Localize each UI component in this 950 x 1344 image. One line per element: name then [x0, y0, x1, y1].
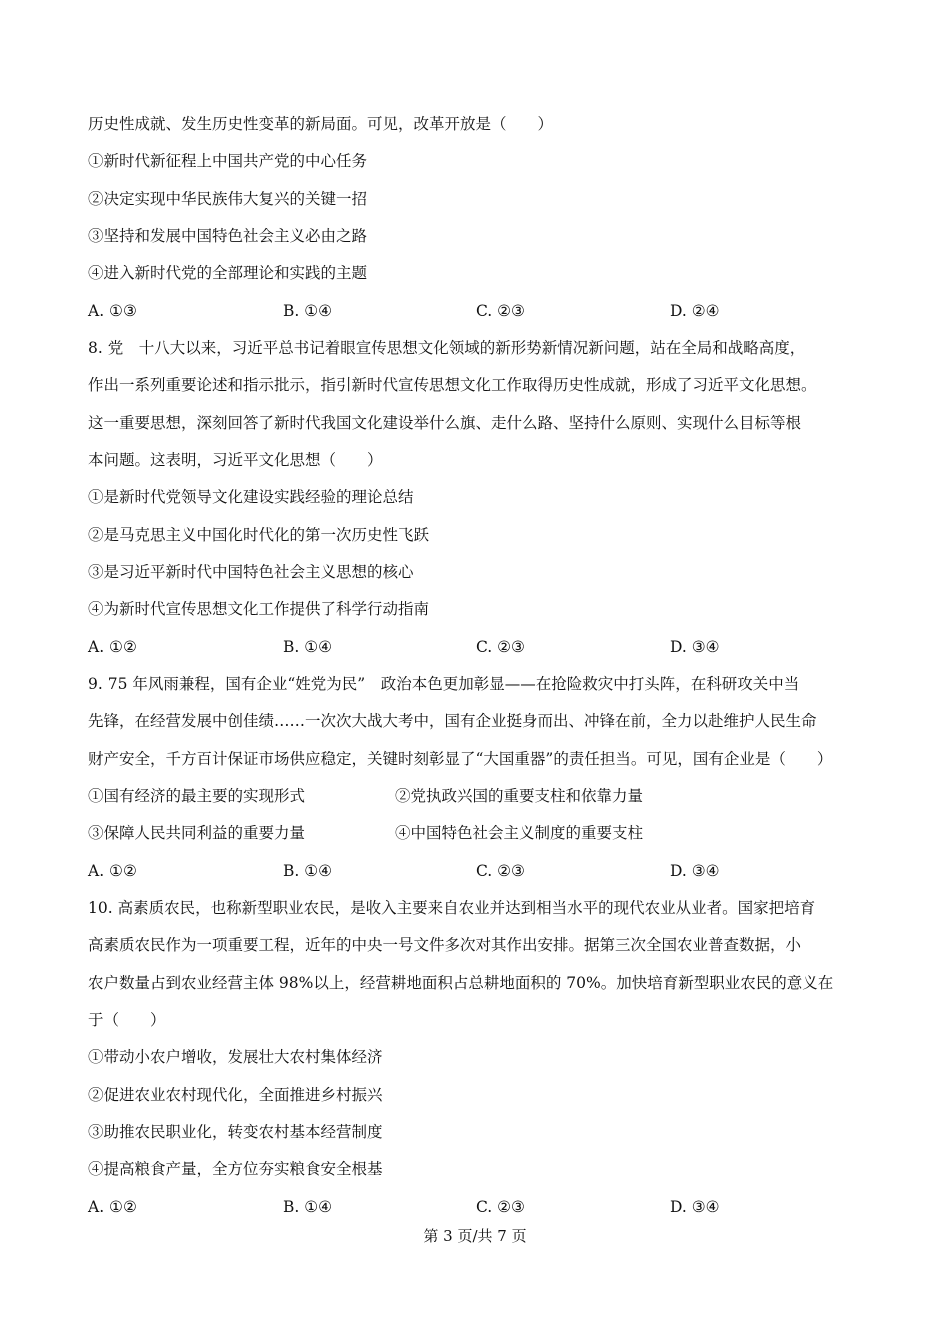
- q8-stem-line-1: 8. 党 十八大以来，习近平总书记着眼宣传思想文化领域的新形势新情况新问题，站在全局和战略高度，: [88, 339, 806, 357]
- q7-option-a: A. ①③: [88, 302, 137, 320]
- q7-option-b: B. ①④: [283, 302, 333, 320]
- q7-statement-3: ③坚持和发展中国特色社会主义必由之路: [88, 227, 368, 245]
- q7-option-c: C. ②③: [476, 302, 525, 320]
- q10-option-c: C. ②③: [476, 1198, 525, 1216]
- q10-option-d: D. ③④: [670, 1198, 720, 1216]
- q7-stem-line: 历史性成就、发生历史性变革的新局面。可见，改革开放是（ ）: [88, 115, 554, 133]
- q8-statement-3: ③是习近平新时代中国特色社会主义思想的核心: [88, 563, 414, 581]
- q9-statement-2: ②党执政兴国的重要支柱和依靠力量: [395, 787, 644, 805]
- q9-stem-line-1: 9. 75 年风雨兼程，国有企业“姓党为民” 政治本色更加彰显——在抢险救灾中打头阵，在科研攻关中当: [88, 675, 800, 693]
- q10-stem-line-2: 高素质农民作为一项重要工程，近年的中央一号文件多次对其作出安排。据第三次全国农业普查数据，小: [88, 936, 802, 954]
- q9-option-d: D. ③④: [670, 862, 720, 880]
- q10-statement-1: ①带动小农户增收，发展壮大农村集体经济: [88, 1048, 383, 1066]
- q8-stem-line-4: 本问题。这表明，习近平文化思想（ ）: [88, 451, 383, 469]
- q8-option-c: C. ②③: [476, 638, 525, 656]
- page-number-footer: 第 3 页/共 7 页: [423, 1227, 527, 1245]
- q10-statement-2: ②促进农业农村现代化，全面推进乡村振兴: [88, 1086, 383, 1104]
- q9-option-c: C. ②③: [476, 862, 525, 880]
- q10-statement-3: ③助推农民职业化，转变农村基本经营制度: [88, 1123, 383, 1141]
- q9-option-a: A. ①②: [88, 862, 137, 880]
- q7-statement-2: ②决定实现中华民族伟大复兴的关键一招: [88, 190, 368, 208]
- q9-stem-line-3: 财产安全，千方百计保证市场供应稳定，关键时刻彰显了“大国重器”的责任担当。可见，国有企业是（ ）: [88, 750, 833, 768]
- q8-stem-line-2: 作出一系列重要论述和指示批示，指引新时代宣传思想文化工作取得历史性成就，形成了习近平文化思想。: [88, 376, 817, 394]
- q8-statement-2: ②是马克思主义中国化时代化的第一次历史性飞跃: [88, 526, 430, 544]
- q9-option-b: B. ①④: [283, 862, 333, 880]
- q8-statement-1: ①是新时代党领导文化建设实践经验的理论总结: [88, 488, 414, 506]
- q10-stem-line-1: 10. 高素质农民，也称新型职业农民，是收入主要来自农业并达到相当水平的现代农业从业者。国家把培育: [88, 899, 816, 917]
- q9-statement-4: ④中国特色社会主义制度的重要支柱: [395, 824, 644, 842]
- q9-statement-3: ③保障人民共同利益的重要力量: [88, 824, 306, 842]
- q8-option-b: B. ①④: [283, 638, 333, 656]
- q10-stem-line-3: 农户数量占到农业经营主体 98%以上，经营耕地面积占总耕地面积的 70%。加快培育新型职业农民的意义在: [88, 974, 834, 992]
- q10-option-b: B. ①④: [283, 1198, 333, 1216]
- q9-stem-line-2: 先锋，在经营发展中创佳绩……一次次大战大考中，国有企业挺身而出、冲锋在前，全力以赴维护人民生命: [88, 712, 817, 730]
- q7-statement-4: ④进入新时代党的全部理论和实践的主题: [88, 264, 368, 282]
- q7-statement-1: ①新时代新征程上中国共产党的中心任务: [88, 152, 368, 170]
- q10-option-a: A. ①②: [88, 1198, 137, 1216]
- q8-option-a: A. ①②: [88, 638, 137, 656]
- q7-option-d: D. ②④: [670, 302, 720, 320]
- q9-statement-1: ①国有经济的最主要的实现形式: [88, 787, 306, 805]
- q8-statement-4: ④为新时代宣传思想文化工作提供了科学行动指南: [88, 600, 430, 618]
- q10-stem-line-4: 于（ ）: [88, 1011, 166, 1029]
- q8-option-d: D. ③④: [670, 638, 720, 656]
- q8-stem-line-3: 这一重要思想，深刻回答了新时代我国文化建设举什么旗、走什么路、坚持什么原则、实现什么目标等根: [88, 414, 802, 432]
- q10-statement-4: ④提高粮食产量，全方位夯实粮食安全根基: [88, 1160, 383, 1178]
